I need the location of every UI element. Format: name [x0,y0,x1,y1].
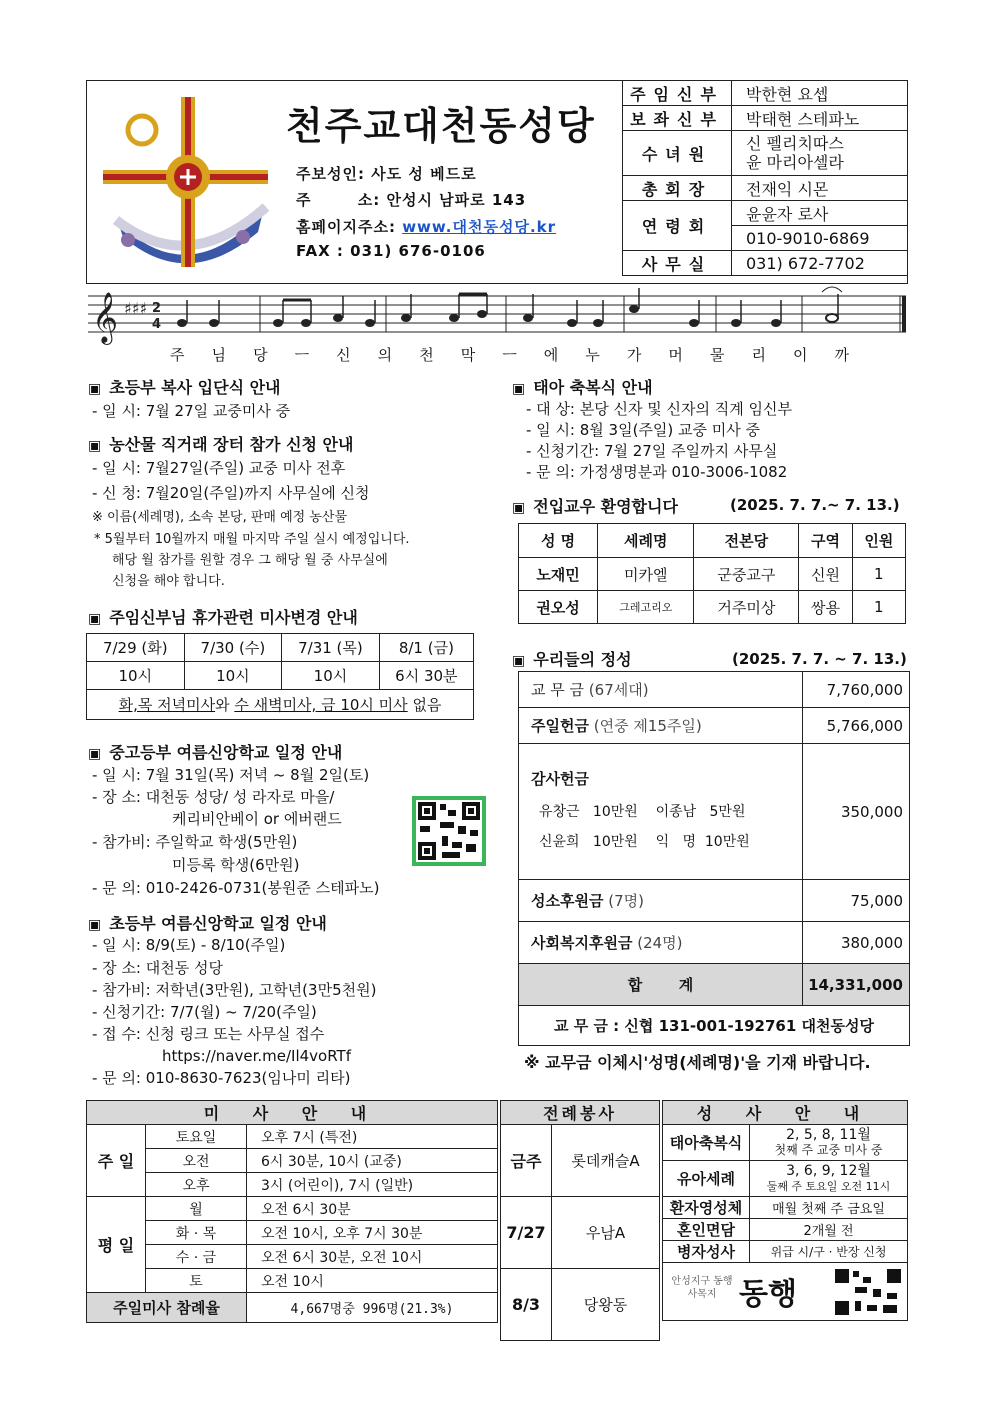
service-team: 우남A [552,1197,660,1269]
mass-day: 오전 [146,1149,247,1173]
attendance-value: 4,667명중 996명(21.3%) [247,1293,498,1323]
total-label: 합 계 [519,964,803,1006]
mass-time: 오전 10시 [247,1269,498,1293]
offering-amount: 75,000 [803,880,910,922]
table-cell: 쌍용 [799,591,852,624]
service-week: 금주 [501,1125,552,1197]
time-cell: 6시 30분 [379,662,473,690]
notice-note: ※ 이름(세례명), 소속 본당, 판매 예정 농산물 [92,510,348,525]
welcome-period: (2025. 7. 7.~ 7. 13.) [730,496,900,514]
column-header: 세례명 [598,524,694,558]
mass-day: 오후 [146,1173,247,1197]
offering-label: 성소후원금 (7명) [519,880,803,922]
table-cell: 거주미상 [694,591,799,624]
address-label2: 소: [357,191,381,209]
mass-change-table [86,633,474,720]
mass-day: 토요일 [146,1125,247,1149]
notice-line: - 일 시: 7월 27일 교중미사 중 [92,402,291,420]
section-heading: ▣ 우리들의 정성 [512,650,632,669]
account-info: 교 무 금 : 신협 131-001-192761 대천동성당 [519,1006,910,1046]
table-cell: 그레고리오 [598,591,694,624]
offering-label: 사회복지후원금 (24명) [519,922,803,964]
offering-amount: 5,766,000 [803,708,910,744]
service-team: 롯데캐슬A [552,1125,660,1197]
notice-line: - 일 시: 7월 31일(목) 저녁 ~ 8월 2일(토) [92,766,370,784]
staff-name: 031) 672-7702 [732,251,908,276]
section-heading: ▣ 초등부 여름신앙학교 일정 안내 [88,914,327,933]
section-heading: ▣ 농산물 직거래 장터 참가 신청 안내 [88,435,354,454]
notice-line: 미등록 학생(6만원) [172,856,300,874]
notice-line: - 문 의: 010-2426-0731(봉원준 스테파노) [92,879,380,897]
notice-line: - 참가비: 주일학교 학생(5만원) [92,833,298,851]
newcomer-table [518,523,906,624]
offering-period: (2025. 7. 7. ~ 7. 13.) [732,650,907,668]
section-heading: ▣ 중고등부 여름신앙학교 일정 안내 [88,743,343,762]
mass-day: 월 [146,1197,247,1221]
table-cell: 1 [852,591,905,624]
section-heading: ▣ 주임신부님 휴가관련 미사변경 안내 [88,608,358,627]
offering-table [518,671,910,1046]
notice-line: - 문 의: 가정생명분과 010-3006-1082 [526,463,788,481]
sacrament-name: 유아세례 [663,1161,750,1197]
total-amount: 14,331,000 [803,964,910,1006]
table-cell: 신원 [799,558,852,591]
staff-name: 박태현 스테파노 [732,106,908,131]
notice-note: 신청을 해야 합니다. [112,574,225,589]
notice-line: - 대 상: 본당 신자 및 신자의 직계 임신부 [526,400,792,418]
column-header: 전본당 [694,524,799,558]
mass-schedule-table [86,1100,498,1323]
sacrament-desc: 2, 5, 8, 11월 첫째 주 교중 미사 중 [750,1125,908,1161]
svg-text:4: 4 [152,317,162,332]
sacrament-name: 병자성사 [663,1241,750,1263]
sacrament-desc: 위급 시/구 · 반장 신청 [750,1241,908,1263]
table-cell: 권오성 [519,591,598,624]
section-heading: ▣ 전입교우 환영합니다 [512,497,678,516]
notice-note: 해당 월 참가를 원할 경우 그 해당 월 중 사무실에 [112,553,388,568]
patron-saint: 주보성인: 사도 성 베드로 [296,165,477,183]
signup-link[interactable]: https://naver.me/Il4voRTf [162,1047,351,1065]
mass-day: 화 · 목 [146,1221,247,1245]
notice-line: - 신청기간: 7/7(월) ~ 7/20(주일) [92,1003,317,1021]
fax-line: FAX : 031) 676-0106 [296,242,486,260]
sacrament-table [662,1100,908,1321]
svg-text:2: 2 [152,301,162,316]
staff-name: 윤윤자 로사 [732,201,908,226]
transfer-notice: ※ 교무금 이체시'성명(세례명)'을 기재 바랍니다. [524,1053,871,1072]
pastoral-logo-big: 동행 [739,1277,797,1312]
music-staff [88,286,908,346]
service-team: 당왕동 [552,1269,660,1341]
svg-text:𝄞: 𝄞 [92,292,119,343]
table-cell: 1 [852,558,905,591]
date-cell: 7/31 (목) [282,634,380,662]
time-cell: 10시 [87,662,185,690]
time-cell: 10시 [282,662,380,690]
date-cell: 7/29 (화) [87,634,185,662]
service-week: 7/27 [501,1197,552,1269]
mass-time: 오전 6시 30분 [247,1197,498,1221]
column-header: 인원 [852,524,905,558]
notice-line: - 신 청: 7월20일(주일)까지 사무실에 신청 [92,484,370,502]
sacrament-name: 혼인면담 [663,1219,750,1241]
address-label: 주 [296,191,312,209]
mass-time: 오전 10시, 오후 7시 30분 [247,1221,498,1245]
column-header: 구역 [799,524,852,558]
notice-line: 케리비안베이 or 에버랜드 [172,810,342,828]
service-week: 8/3 [501,1269,552,1341]
offering-amount: 350,000 [803,744,910,880]
service-table [500,1100,660,1341]
offering-label: 교 무 금 (67세대) [519,672,803,708]
address-line [296,189,526,210]
offering-amount: 380,000 [803,922,910,964]
attendance-label: 주일미사 참례율 [87,1293,247,1323]
offering-label: 주일헌금 (연중 제15주일) [519,708,803,744]
table-cell: 노재민 [519,558,598,591]
notice-line: - 일 시: 7월27일(주일) 교중 미사 전후 [92,459,346,477]
date-cell: 7/30 (수) [184,634,282,662]
table-cell: 미카엘 [598,558,694,591]
staff-role: 주임신부 [623,81,732,106]
mass-change-note: 화,목 저녁미사와 수 새벽미사, 금 10시 미사 없음 [87,690,474,720]
sunday-label: 주 일 [87,1125,146,1197]
mass-header: 미 사 안 내 [87,1101,498,1125]
staff-name: 신 펠리치따스 윤 마리아셀라 [732,131,908,176]
mass-time: 3시 (어린이), 7시 (일반) [247,1173,498,1197]
section-heading: ▣ 초등부 복사 입단식 안내 [88,378,281,397]
mass-day: 수 · 금 [146,1245,247,1269]
staff-role: 연령회 [623,201,732,251]
gratitude-offering: 감사헌금 유창근 10만원 이종남 5만원 신윤희 10만원 익 명 10만원 [519,744,803,880]
time-cell: 10시 [184,662,282,690]
sacrament-name: 환자영성체 [663,1197,750,1219]
mass-time: 6시 30분, 10시 (교중) [247,1149,498,1173]
staff-role: 총회장 [623,176,732,201]
notice-line: - 문 의: 010-8630-7623(임나미 리타) [92,1069,351,1087]
address: 안성시 남파로 143 [386,191,527,209]
mass-day: 토 [146,1269,247,1293]
notice-line: - 신청기간: 7월 27일 주일까지 사무실 [526,442,778,460]
sacrament-desc: 3, 6, 9, 12월 둘째 주 토요일 오전 11시 [750,1161,908,1197]
notice-note: * 5월부터 10월까지 매월 마지막 주일 실시 예정입니다. [94,532,410,547]
mass-time: 오후 7시 (특전) [247,1125,498,1149]
notice-line: - 장 소: 대천동 성당/ 성 라자로 마을/ [92,788,335,806]
mass-time: 오전 6시 30분, 오전 10시 [247,1245,498,1269]
qr-code-icon[interactable] [833,1267,903,1317]
parish-name: 천주교대천동성당 [286,104,596,148]
qr-code-icon[interactable] [412,796,486,866]
column-header: 성 명 [519,524,598,558]
parish-logo-icon [98,92,278,272]
weekday-label: 평 일 [87,1197,146,1293]
notice-line: - 일 시: 8월 3일(주일) 교중 미사 중 [526,421,761,439]
sacrament-desc: 매월 첫째 주 금요일 [750,1197,908,1219]
notice-line: - 접 수: 신청 링크 또는 사무실 접수 [92,1025,325,1043]
staff-name: 전재익 시몬 [732,176,908,201]
homepage-line [296,216,556,237]
date-cell: 8/1 (금) [379,634,473,662]
pastoral-logo-text: 안성지구 동행사목지 [671,1276,733,1300]
service-header: 전례봉사 [501,1101,660,1125]
sacrament-header: 성 사 안 내 [663,1101,908,1125]
section-heading: ▣ 태아 축복식 안내 [512,378,653,397]
staff-role: 보좌신부 [623,106,732,131]
homepage-label: 홈페이지주소: [296,218,396,236]
notice-line: - 일 시: 8/9(토) - 8/10(주일) [92,936,286,954]
hymn-lyrics: 주 님 당 ㅡ 신 의 천 막 ㅡ 에 누 가 머 물 리 이 까 [170,346,850,364]
sacrament-name: 태아축복식 [663,1125,750,1161]
notice-line: - 장 소: 대천동 성당 [92,959,223,977]
staff-table [622,80,908,276]
staff-role: 사무실 [623,251,732,276]
notice-line: - 참가비: 저학년(3만원), 고학년(3만5천원) [92,981,377,999]
offering-amount: 7,760,000 [803,672,910,708]
homepage-link[interactable]: www.대천동성당.kr [402,218,557,236]
pastoral-logo-cell [663,1263,908,1321]
staff-phone: 010-9010-6869 [732,226,908,251]
table-cell: 군중교구 [694,558,799,591]
staff-name: 박한현 요셉 [732,81,908,106]
sacrament-desc: 2개월 전 [750,1219,908,1241]
svg-text:♯♯♯: ♯♯♯ [124,299,148,318]
staff-role: 수녀원 [623,131,732,176]
